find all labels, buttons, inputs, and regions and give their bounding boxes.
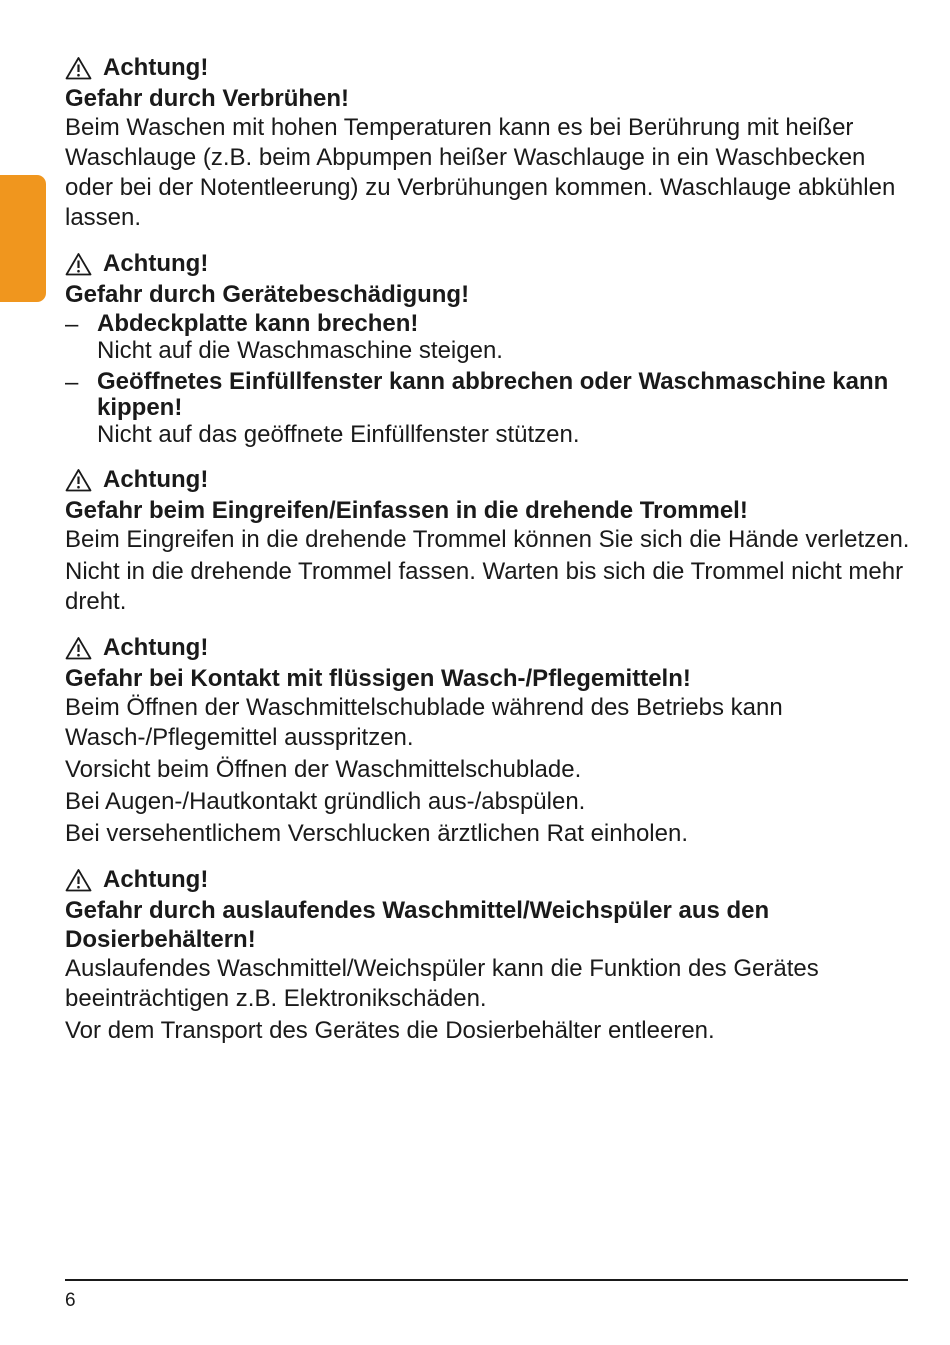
warning-section-leaking-detergent [65,864,910,1046]
section-heading: Gefahr durch auslaufendes Waschmittel/Weichspüler aus den Dosierbehältern! [65,897,770,953]
warning-triangle-icon [65,252,92,276]
warning-text: Achtung! [103,866,209,893]
bullet-list [65,311,910,449]
warning-triangle-icon [65,468,92,492]
warning-section-detergent-contact [65,632,910,849]
warning-label [65,464,910,496]
warning-label [65,632,910,664]
paragraph: Vorsicht beim Öffnen der Waschmittelschublade. [65,756,582,783]
warning-text: Achtung! [103,634,209,661]
bullet-text: Nicht auf die Waschmaschine steigen. [97,337,503,364]
page-number: 6 [65,1290,76,1311]
warning-text: Achtung! [103,250,209,277]
warning-triangle-icon [65,868,92,892]
section-heading: Gefahr durch Gerätebeschädigung! [65,281,470,308]
warning-text: Achtung! [103,54,209,81]
warning-text: Achtung! [103,466,209,493]
paragraph: Nicht in die drehende Trommel fassen. Warten bis sich die Trommel nicht mehr dreht. [65,558,904,615]
warning-label [65,52,910,84]
dash-marker: – [65,369,79,396]
page-content [65,52,910,1061]
paragraph: Beim Eingreifen in die drehende Trommel können Sie sich die Hände verletzen. [65,526,910,553]
bullet-title: Geöffnetes Einfüllfenster kann abbrechen oder Waschmaschine kann kippen! [97,368,889,421]
section-tab-marker [0,175,46,302]
warning-label [65,248,910,280]
paragraph: Vor dem Transport des Gerätes die Dosierbehälter entleeren. [65,1017,715,1044]
warning-section-drum [65,464,910,617]
warning-triangle-icon [65,56,92,80]
dash-marker: – [65,311,79,338]
paragraph: Beim Öffnen der Waschmittelschublade während des Betriebs kann Wasch-/Pflegemittel ausspritzen. [65,694,783,751]
bullet-title: Abdeckplatte kann brechen! [97,310,419,337]
bullet-item [65,369,910,449]
paragraph: Bei versehentlichem Verschlucken ärztlichen Rat einholen. [65,820,689,847]
warning-triangle-icon [65,636,92,660]
section-heading: Gefahr bei Kontakt mit flüssigen Wasch-/Pflegemitteln! [65,665,691,692]
paragraph: Auslaufendes Waschmittel/Weichspüler kann die Funktion des Gerätes beeinträchtigen z.B. Elektronikschäden. [65,955,819,1012]
paragraph: Beim Waschen mit hohen Temperaturen kann es bei Berührung mit heißer Waschlauge (z.B. beim Abpumpen heißer Waschlauge in ein Waschbecken oder bei der Notentleerung) zu Verbrühungen kommen. Waschlauge abkühlen lassen. [65,114,896,231]
footer-divider [65,1279,908,1281]
section-heading: Gefahr durch Verbrühen! [65,85,350,112]
section-heading: Gefahr beim Eingreifen/Einfassen in die drehende Trommel! [65,497,748,524]
warning-label [65,864,910,896]
warning-section-scalding [65,52,910,233]
paragraph: Bei Augen-/Hautkontakt gründlich aus-/abspülen. [65,788,586,815]
bullet-item [65,311,910,365]
bullet-text: Nicht auf das geöffnete Einfüllfenster stützen. [97,421,580,448]
warning-section-damage [65,248,910,449]
